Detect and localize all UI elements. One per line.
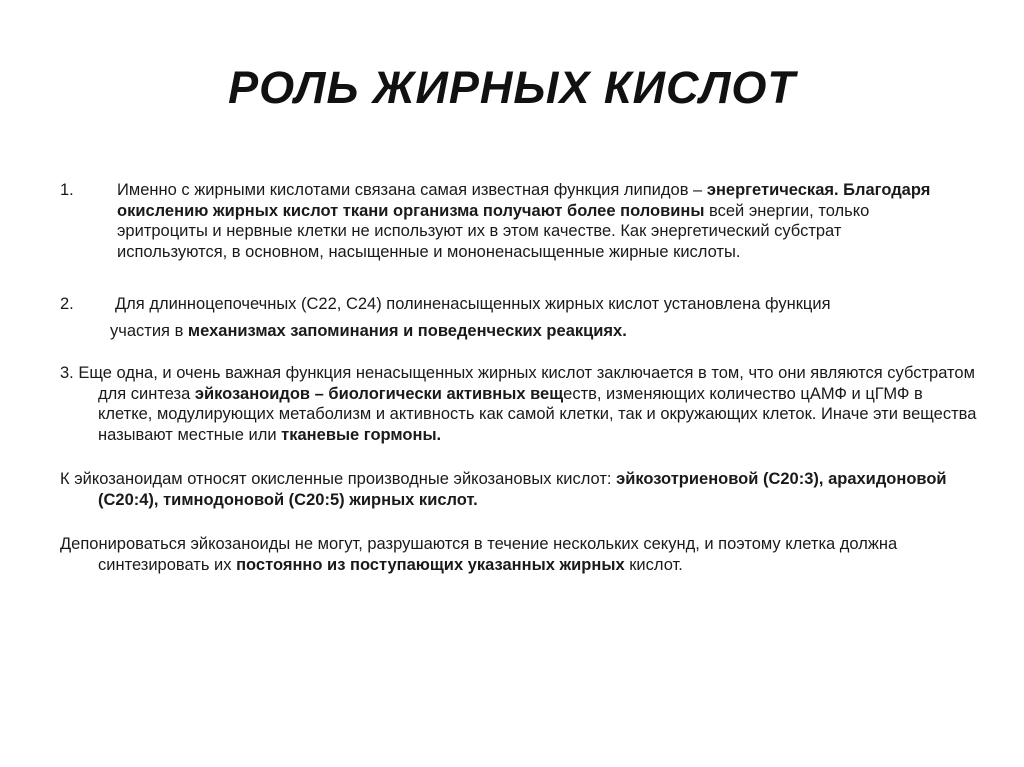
text-run: участия в	[110, 321, 188, 340]
paragraph-4	[60, 469, 980, 510]
list-item-1	[60, 180, 980, 262]
text-run: всей энергии, только эритроциты и нервные клетки не используют их в этом качестве. Как энергетический субстрат используются, в основном, насыщенные и мононенасыщенные жирные кислоты.	[117, 201, 870, 261]
text-run: кислот.	[624, 555, 683, 574]
list-item-text	[117, 180, 947, 262]
list-item-line	[110, 321, 980, 342]
paragraph-5	[60, 534, 980, 575]
list-item-number: 2.	[60, 295, 74, 313]
list-item-line: Для длинноцепочечных (С22, С24) полиненасыщенных жирных кислот установлена функция	[115, 295, 831, 313]
text-run: Депонироваться эйкозаноиды не могут, разрушаются в течение нескольких секунд, и поэтому клетка должна синтезировать их	[60, 535, 898, 574]
text-run: К эйкозаноидам относят окисленные производные эйкозановых кислот:	[60, 470, 617, 488]
bold-run: механизмах запоминания и поведенческих реакциях.	[187, 321, 627, 340]
paragraph-3	[60, 363, 980, 445]
bold-run: энергетическая. Благодаря окислению жирных кислот ткани организма получают более половины	[117, 181, 931, 220]
slide-title: РОЛЬ ЖИРНЫХ КИСЛОТ	[228, 62, 796, 113]
list-item-2	[60, 294, 980, 341]
bold-run: эйкозаноидов – биологически активных вещ	[194, 384, 564, 403]
text-run: 3. Еще одна, и очень важная функция ненасыщенных жирных кислот заключается в том, что они являются субстратом для синтеза	[60, 364, 975, 403]
text-run: еств, изменяющих количество цАМФ и цГМФ в клетке, модулирующих метаболизм и активность как самой клетки, так и окружающих клеток. Иначе эти вещества называют местные или	[98, 384, 977, 444]
list-item-number: 1.	[60, 181, 74, 199]
text-run: Именно с жирными кислотами связана самая известная функция липидов –	[117, 181, 707, 199]
bold-run: постоянно из поступающих указанных жирных	[236, 555, 625, 574]
bold-run: тканевые гормоны.	[281, 425, 442, 444]
bold-run: эйкозотриеновой (С20:3), арахидоновой (С20:4), тимнодоновой (С20:5) жирных кислот.	[98, 470, 947, 509]
slide-body	[60, 180, 980, 575]
